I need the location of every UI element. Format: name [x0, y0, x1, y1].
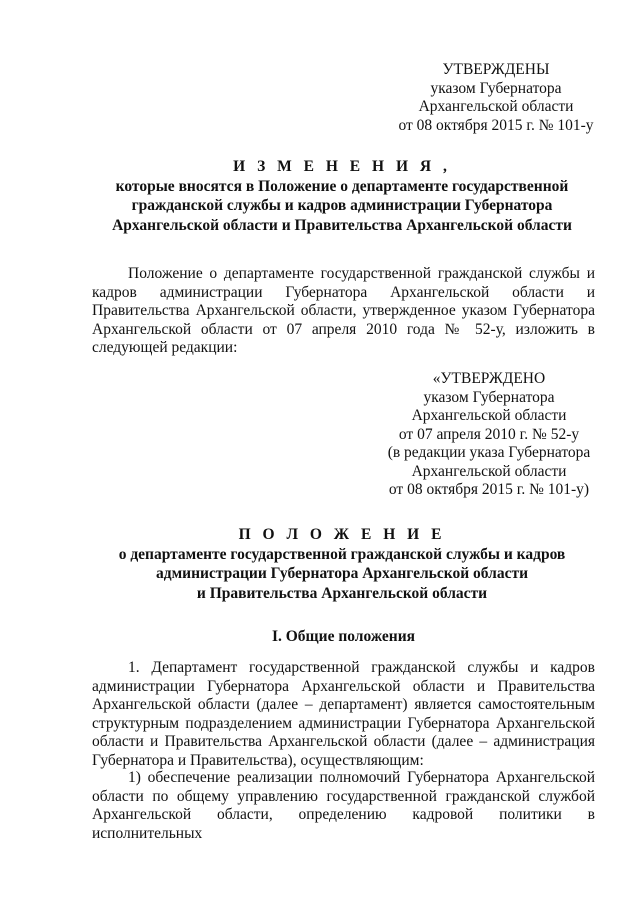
changes-title — [88, 157, 596, 235]
intro-paragraph — [92, 265, 595, 358]
orig-approval-line-6: Архангельской области — [411, 462, 567, 480]
section-paragraph-2-text: 1) обеспечение реализации полномочий Губернатора Архангельской области по общему управлению государственной гражданской службой Архангельской области, определению кадровой политики в исполнительных — [92, 769, 595, 842]
regulation-subtitle-2: администрации Губернатора Архангельской области — [156, 565, 528, 582]
approval-line-1: УТВЕРЖДЕНЫ — [442, 61, 550, 78]
intro-text: Положение о департаменте государственной гражданской службы и кадров администрации Губернатора Архангельской области и Правительства Архангельской области, утвержденное указом Губернатора Архангельской области от 07 апреля 2010 года № 52-у, изложить в следующей редакции: — [92, 265, 595, 356]
approval-stamp — [396, 61, 596, 135]
original-approval-stamp — [383, 370, 595, 500]
section-paragraph-1-text: 1. Департамент государственной гражданской службы и кадров администрации Губернатора Архангельской области и Правительства Архангельской области (далее – департамент) является самостоятельным структурным подразделением администрации Губернатора Архангельской области и Правительства Архангельской области (далее – администрация Губернатора и Правительства), осуществляющим: — [92, 659, 595, 769]
changes-subtitle-1: которые вносятся в Положение о департаменте государственной — [115, 177, 569, 195]
orig-approval-line-3: Архангельской области — [411, 407, 567, 424]
approval-line-4: от 08 октября 2015 г. № 101-у — [398, 116, 594, 134]
section-paragraph-1 — [92, 659, 595, 770]
orig-approval-line-2: указом Губернатора — [423, 388, 555, 406]
approval-line-3: Архангельской области — [418, 98, 574, 115]
changes-heading: И З М Е Н Е Н И Я , — [233, 158, 451, 175]
orig-approval-line-1: «УТВЕРЖДЕНО — [432, 370, 546, 387]
orig-approval-line-7: от 08 октября 2015 г. № 101-у) — [388, 481, 590, 498]
approval-line-2: указом Губернатора — [430, 79, 562, 97]
changes-subtitle-2: гражданской службы и кадров администрации Губернатора — [131, 197, 553, 214]
orig-approval-line-4: от 07 апреля 2010 г. № 52-у — [398, 425, 580, 443]
section-paragraph-2 — [92, 769, 595, 843]
regulation-subtitle-1: о департаменте государственной гражданской службы и кадров — [118, 545, 566, 563]
section-heading: I. Общие положения — [271, 628, 416, 645]
regulation-heading: П О Л О Ж Е Н И Е — [238, 526, 446, 543]
changes-subtitle-3: Архангельской области и Правительства Архангельской области — [112, 216, 572, 234]
regulation-subtitle-3: и Правительства Архангельской области — [196, 584, 488, 602]
regulation-title — [88, 525, 596, 603]
orig-approval-line-5: (в редакции указа Губернатора — [387, 444, 591, 461]
